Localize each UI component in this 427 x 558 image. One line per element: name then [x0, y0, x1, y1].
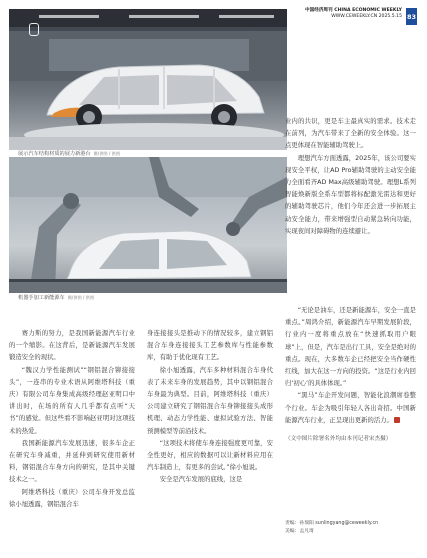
- car-structure-photo: [9, 9, 287, 150]
- article-column-3: [285, 305, 416, 445]
- paragraph: “魏汉力学性能测试”“钢铝混合铆接接头”，一连串的专业术语从阿维塔科技（重庆）有限公司车身集成高级经理赵亚明口中讲出时，在场的所有人几乎都有点听“天书”的感觉。但这些看不影响赵亚明对这项技术的热爱。: [9, 366, 135, 435]
- paragraph: 安全是汽车发展的底线，这是: [159, 476, 243, 484]
- car-structure-illustration: [9, 9, 287, 150]
- paragraph-text: “黑马”车企开发问题，智能化浪潮席卷整个行业。车企为吸引年轻人各出奇招。中国新能源汽车行业，正呈现出更新的活力。: [285, 392, 416, 424]
- robot-assembly-photo: [9, 157, 287, 293]
- top-photo-caption: [18, 150, 120, 157]
- paragraph: 理想汽车方面透露，2025年，该公司要实现安全平权，让AD Pro辅助驾驶的主动安全能力全面看齐AD Max高级辅助驾驶。理想L系列智能焕新版全系车型都将标配激光雷达和更好的辅助驾驶芯片，他们今年还会进一步拓展主动安全能力，带来增强型自动紧急转向功能，实现夜间对障碍物的连续避让。: [285, 154, 416, 235]
- article-column-1: [9, 328, 135, 511]
- bottom-caption-credit: 摄/供图 / 供图: [67, 295, 95, 300]
- magazine-name: 中国经济周刊 CHINA ECONOMIC WEEKLY: [305, 8, 402, 13]
- brand-logo: [29, 23, 39, 36]
- robot-assembly-illustration: [9, 157, 287, 293]
- article-column-right-top: [285, 116, 416, 238]
- paragraph: 徐小旭透露，汽车多种材料混合车身代表了未来车身的发展趋势，其中以钢铝混合车身最为典型。目前，阿维塔科技（重庆）公司建立研究了钢铝混合车身铆接接头成形机理、动态力学性能、虚拟试验方法、智能预测模型等前沿技术。: [147, 366, 273, 435]
- paragraph: 阿维塔科技（重庆）公司车身开发总监徐小旭透露，钢铝混合车: [9, 488, 135, 508]
- paragraph: “无论是油车，还是新能源车，安全一直是重点。”周鸿介绍，新能源汽车早期发展阶段，行业内一度将重点放在“快速抓取用户眼球”上，但是，汽车是出行工具，安全是绝对的重点。现在，大多数车企已经把安全当作硬性红线，加大在这一方向的投资。“这是行业内回归‘初心’的具体体现。”: [285, 307, 416, 388]
- paragraph: 我国新能源汽车发展迅速，很多车企正在研究车身减重，并延伸到研究使用新材料，钢铝混合车身方向的研究，是其中关键技术之一。: [9, 439, 135, 484]
- article-end-icon: [394, 417, 400, 423]
- page-header: [305, 8, 417, 30]
- designer-credit: 美编：孟凡琦: [285, 529, 314, 534]
- top-caption-credit: 摄/供图 / 供图: [93, 151, 121, 156]
- paragraph: 业内的共识，更是车主最真实的需求。技术走在前列，为汽车带来了全新的安全体验。这一点更体现在智能辅助驾驶上。: [285, 118, 416, 150]
- paragraph: 身连接接头是推动下的情况较多，建立钢铝混合车身连接接头工艺参数库与性能参数库，有助于优化现有工艺。: [147, 330, 273, 362]
- paragraph: [285, 390, 416, 427]
- masthead: [305, 8, 402, 20]
- editor-credit: 责编：孙瑞阳 sunlingyang@ceweekly.cn: [285, 521, 379, 526]
- top-caption-text: 展示汽车结构材质的展力新港台: [18, 151, 91, 157]
- bottom-photo-caption: [18, 294, 94, 301]
- bottom-caption-text: 机器手加工新能源车: [18, 295, 65, 301]
- issue-info: WWW.CEWEEKLY.CN 2025.5.15: [331, 14, 402, 19]
- page-number: 83: [406, 8, 417, 25]
- paragraph: 赛力斯的努力，是我国新能源汽车行业的一个缩影。在这背后，是新能源汽车发展锻造安全的现状。: [9, 330, 135, 362]
- photo-credit-note: （文中图片除署名外均由本刊记者宋杰摄）: [285, 436, 392, 443]
- page-footer: [285, 520, 378, 536]
- article-column-2: [147, 328, 273, 487]
- paragraph: “这项技术将使车身连接强度更可靠，安全性更好，相应的数据可以让新材料应用在汽车制造上，有更多的尝试。”徐小旭说。: [147, 439, 273, 472]
